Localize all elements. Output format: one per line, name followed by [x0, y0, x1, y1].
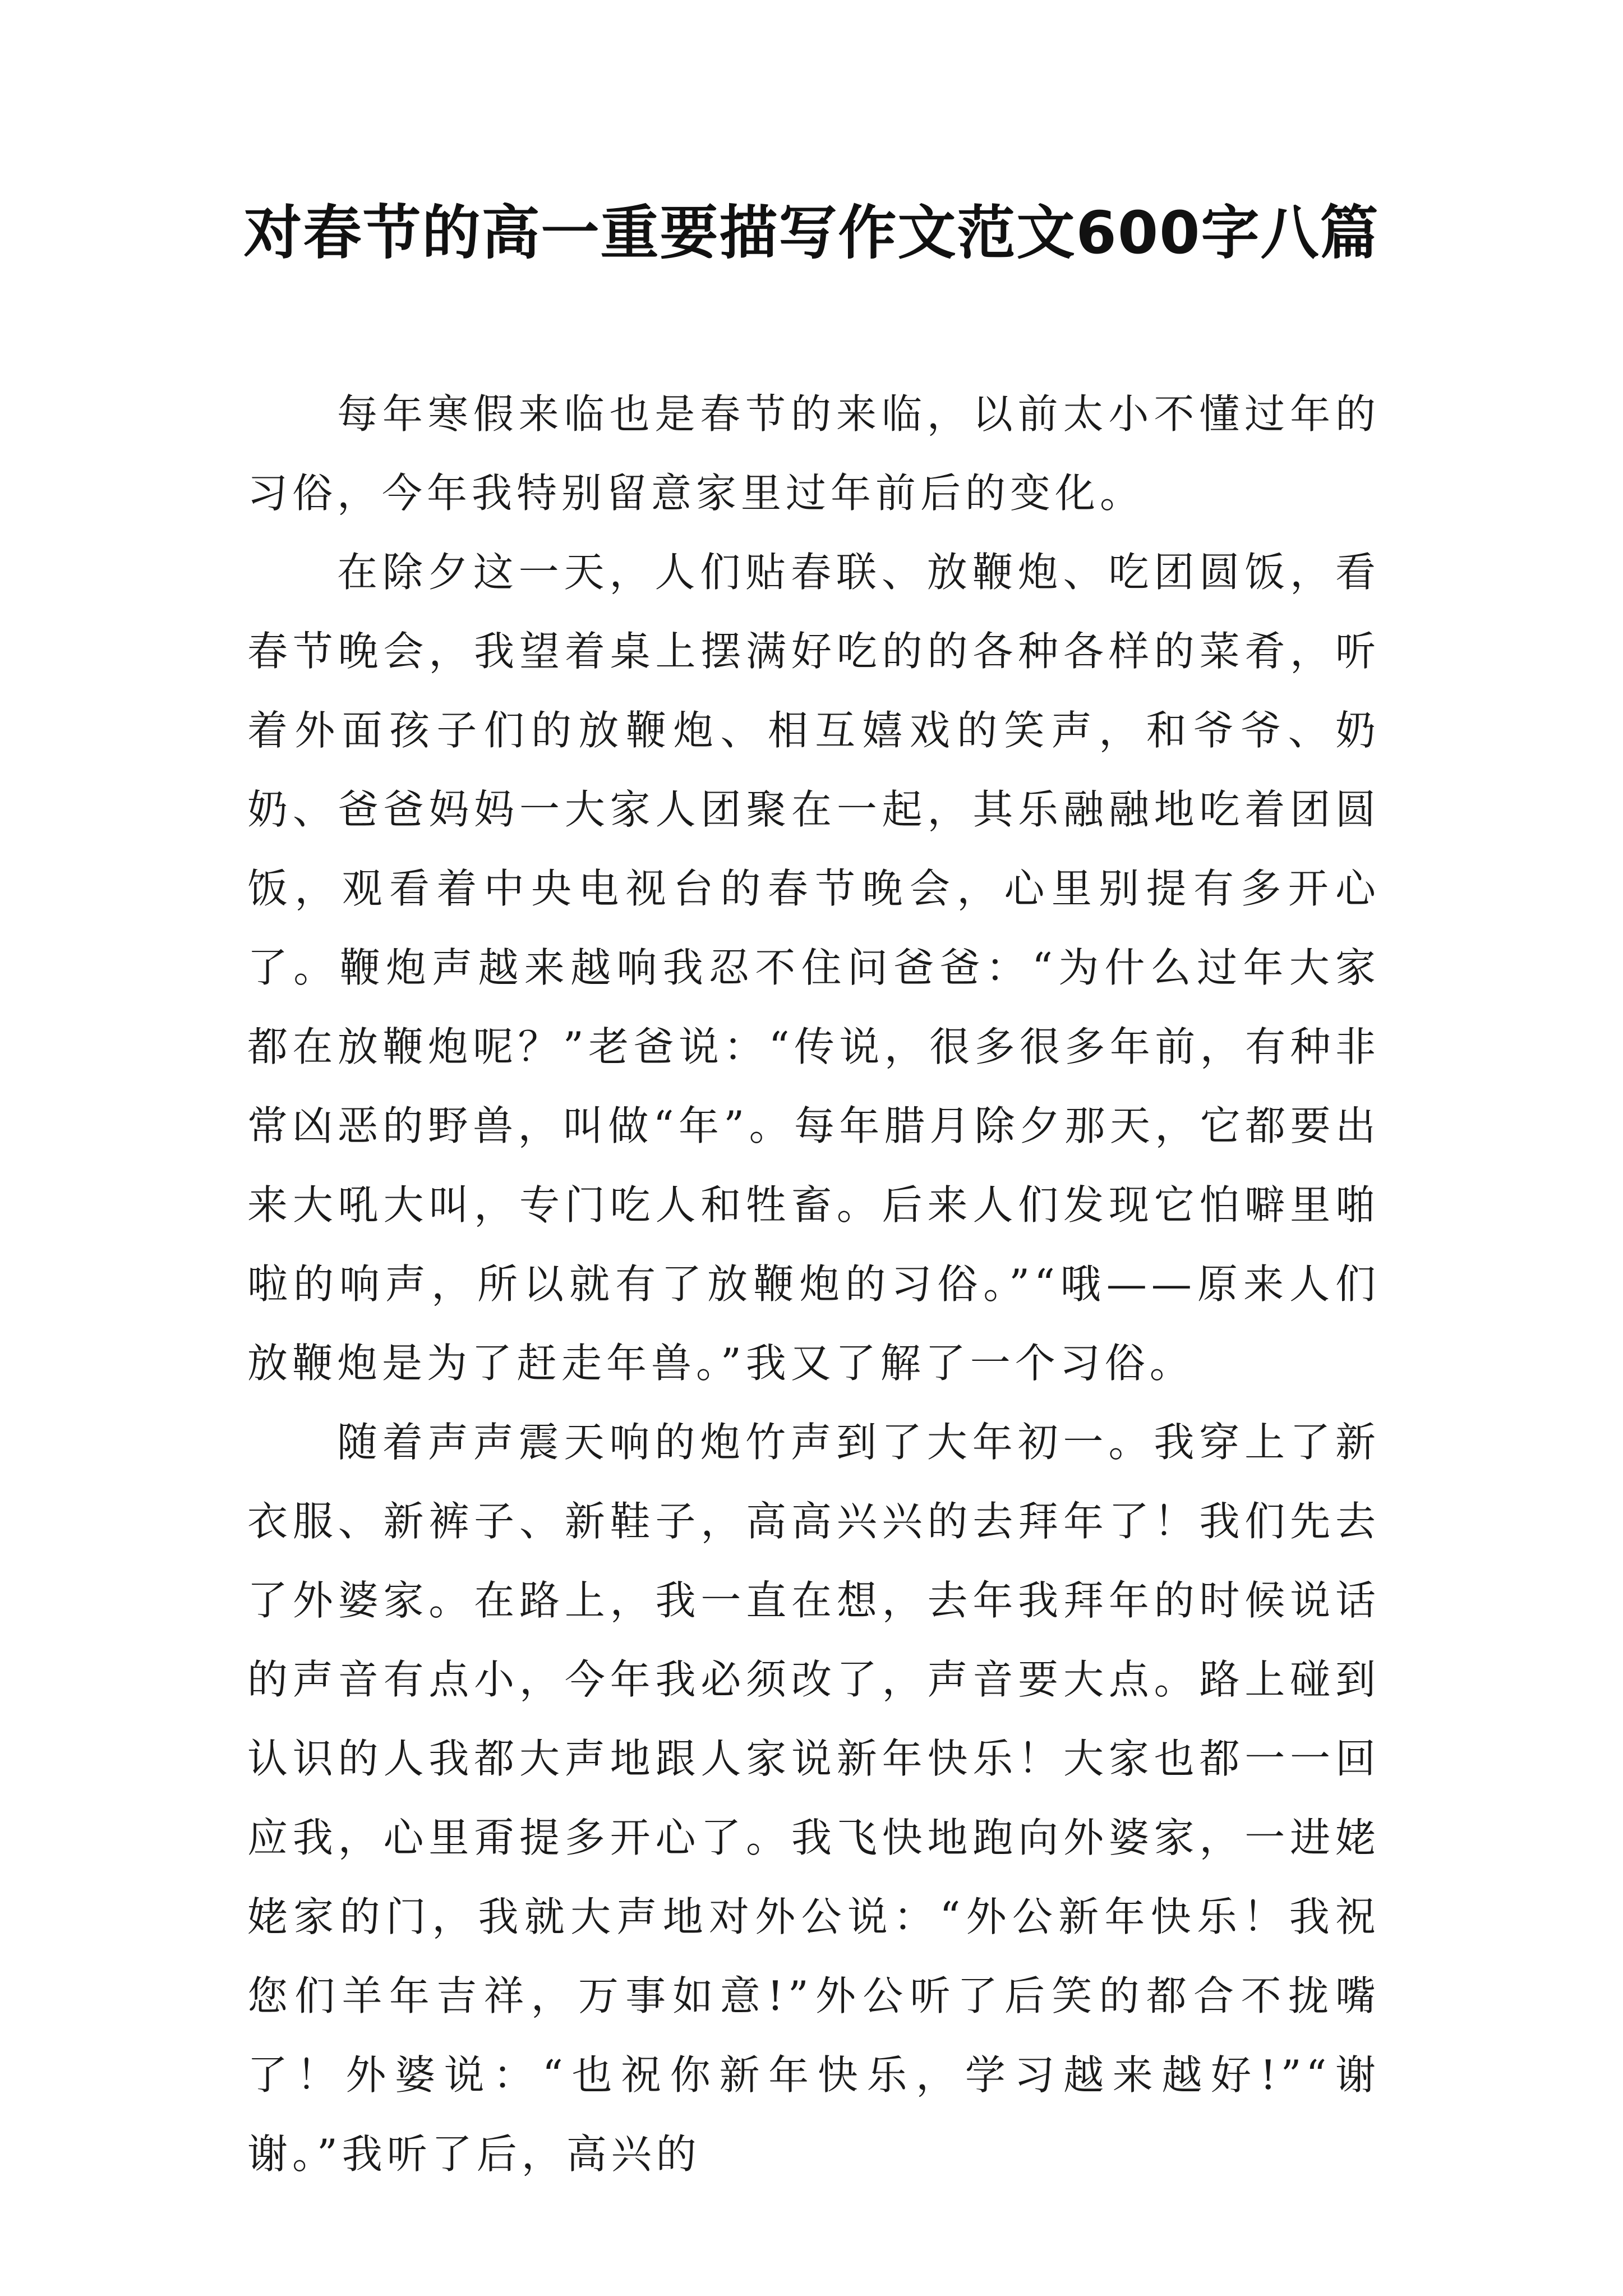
document-body [247, 375, 1380, 2194]
paragraph: 随着声声震天响的炮竹声到了大年初一。我穿上了新衣服、新裤子、新鞋子，高高兴兴的去拜年了！我们先去了外婆家。在路上，我一直在想，去年我拜年的时候说话的声音有点小，今年我必须改了，声音要大点。路上碰到认识的人我都大声地跟人家说新年快乐！大家也都一一回应我，心里甭提多开心了。我飞快地跑向外婆家，一进姥姥家的门，我就大声地对外公说：“外公新年快乐！我祝您们羊年吉祥，万事如意!”外公听了后笑的都合不拢嘴了！外婆说：“也祝你新年快乐，学习越来越好!”“谢谢。”我听了后，高兴的 [247, 1419, 1380, 2178]
paragraph: 每年寒假来临也是春节的来临，以前太小不懂过年的习俗，今年我特别留意家里过年前后的变化。 [247, 390, 1380, 517]
document-title: 对春节的高一重要描写作文范文600字八篇 [243, 199, 1380, 267]
paragraph: 在除夕这一天，人们贴春联、放鞭炮、吃团圆饭，看春节晚会，我望着桌上摆满好吃的的各种各样的菜肴，听着外面孩子们的放鞭炮、相互嬉戏的笑声，和爷爷、奶奶、爸爸妈妈一大家人团聚在一起，其乐融融地吃着团圆饭，观看着中央电视台的春节晚会，心里别提有多开心了。鞭炮声越来越响我忍不住问爸爸：“为什么过年大家都在放鞭炮呢？”老爸说：“传说，很多很多年前，有种非常凶恶的野兽，叫做“年”。每年腊月除夕那天，它都要出来大吼大叫，专门吃人和牲畜。后来人们发现它怕噼里啪啦的响声，所以就有了放鞭炮的习俗。”“哦——原来人们放鞭炮是为了赶走年兽。”我又了解了一个习俗。 [247, 549, 1380, 1387]
